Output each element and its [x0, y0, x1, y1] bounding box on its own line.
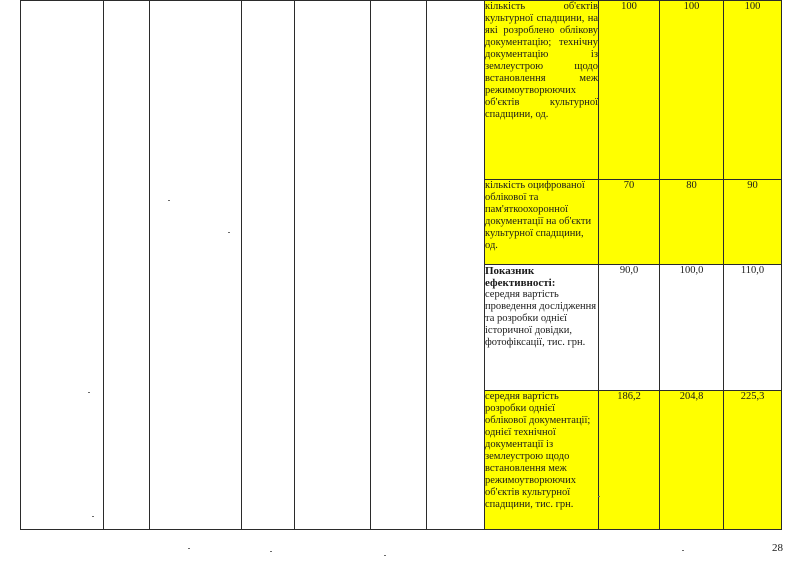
blank-cell [21, 1, 104, 530]
scan-speck [188, 548, 190, 549]
blank-cell [242, 1, 295, 530]
value-cell-year-2: 100 [660, 1, 724, 180]
value-cell-year-1: 186,2 [599, 391, 660, 530]
scan-speck [168, 200, 170, 201]
scan-speck [270, 551, 272, 552]
blank-cell [104, 1, 150, 530]
indicator-text: середня вартість розробки однієї облікової документації; однієї технічної документації із землеустрою щодо встановлення меж режимоутворюючих об'єктів культурної спадщини, тис. грн. [485, 391, 591, 510]
blank-cell [150, 1, 242, 530]
indicator-text: середня вартість проведення дослідження та розробки однієї історичної довідки, фотофіксації, тис. грн. [485, 289, 597, 348]
indicator-cell [485, 265, 599, 391]
indicator-text: кількість оцифрованої облікової та пам'яткоохоронної документації на об'єкти культурної спадщини, од. [485, 180, 592, 251]
blank-cell [295, 1, 371, 530]
scan-speck [92, 516, 94, 517]
value-cell-year-3: 225,3 [724, 391, 782, 530]
page-number: 28 [772, 542, 783, 554]
value-cell-year-2: 204,8 [660, 391, 724, 530]
scan-speck [88, 392, 90, 393]
indicator-cell [485, 180, 599, 265]
indicator-cell [485, 391, 599, 530]
indicator-cell [485, 1, 599, 180]
scan-speck [598, 496, 600, 497]
scan-speck [384, 555, 386, 556]
indicator-heading: Показник ефективності: [485, 265, 556, 289]
value-cell-year-1: 100 [599, 1, 660, 180]
value-cell-year-3: 90 [724, 180, 782, 265]
value-cell-year-1: 70 [599, 180, 660, 265]
indicator-text: кількість об'єктів культурної спадщини, на які розроблено облікову документацію; технічну документацію із землеустрою щодо встановлення меж режимоутворюючих об'єктів культурної спадщини, од. [485, 1, 598, 120]
value-cell-year-1: 90,0 [599, 265, 660, 391]
table-row [21, 1, 782, 180]
blank-cell [371, 1, 427, 530]
scan-speck [228, 232, 230, 233]
value-cell-year-2: 100,0 [660, 265, 724, 391]
value-cell-year-2: 80 [660, 180, 724, 265]
value-cell-year-3: 100 [724, 1, 782, 180]
blank-cell [427, 1, 485, 530]
value-cell-year-3: 110,0 [724, 265, 782, 391]
scan-speck [682, 550, 684, 551]
program-indicators-table [20, 0, 782, 530]
